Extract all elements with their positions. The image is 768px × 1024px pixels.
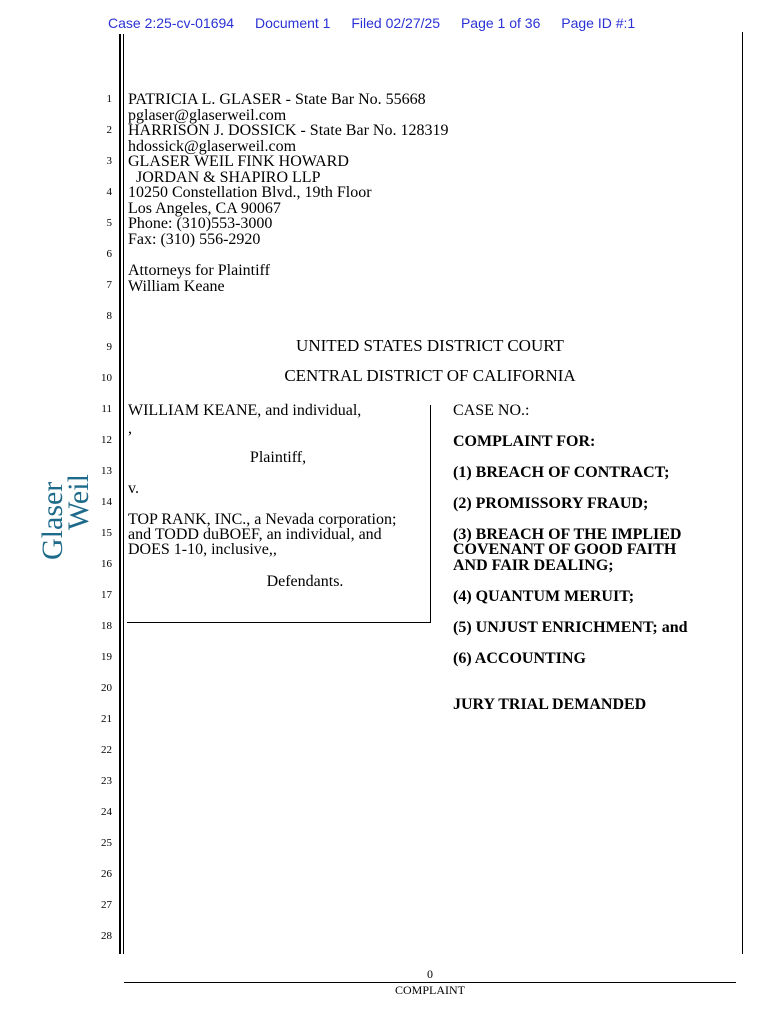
claim-2: (2) PROMISSORY FRAUD; xyxy=(453,495,649,512)
logo-weil: Weil xyxy=(62,474,95,530)
attorney-line: Phone: (310)553-3000 xyxy=(128,215,273,232)
line-number: 10 xyxy=(101,372,112,384)
case-no-label: CASE NO.: xyxy=(453,402,530,419)
claim-3-line: AND FAIR DEALING; xyxy=(453,557,614,574)
page-id: Page ID #:1 xyxy=(561,15,636,31)
claim-3-line: (3) BREACH OF THE IMPLIED xyxy=(453,526,682,543)
line-number: 13 xyxy=(101,465,112,477)
attorney-line: hdossick@glaserweil.com xyxy=(128,138,297,155)
line-number: 21 xyxy=(101,713,112,725)
caption-comma: , xyxy=(128,420,132,437)
right-margin-rule xyxy=(742,32,743,954)
line-number: 2 xyxy=(106,124,112,136)
filed-date: Filed 02/27/25 xyxy=(351,15,441,31)
plaintiff-label: Plaintiff, xyxy=(249,449,307,466)
attorney-line: PATRICIA L. GLASER - State Bar No. 55668 xyxy=(128,91,426,108)
left-margin-rule-outer xyxy=(119,34,121,954)
jury-demand: JURY TRIAL DEMANDED xyxy=(453,696,647,713)
line-number: 4 xyxy=(106,186,112,198)
line-number: 8 xyxy=(106,310,112,322)
document-number: Document 1 xyxy=(254,15,331,31)
line-number: 24 xyxy=(101,806,112,818)
left-margin-rule-inner xyxy=(123,34,124,954)
court-district: CENTRAL DISTRICT OF CALIFORNIA xyxy=(284,366,576,385)
line-number: 5 xyxy=(106,217,112,229)
line-number: 7 xyxy=(106,279,112,291)
line-number: 3 xyxy=(106,155,112,167)
line-number: 25 xyxy=(101,837,112,849)
line-number: 14 xyxy=(101,496,112,508)
defendant-line: and TODD duBOEF, an individual, and xyxy=(128,526,382,543)
attorney-line: 10250 Constellation Blvd., 19th Floor xyxy=(128,184,372,201)
line-number: 16 xyxy=(101,558,112,570)
claim-4: (4) QUANTUM MERUIT; xyxy=(453,588,635,605)
footer-title: COMPLAINT xyxy=(394,983,465,997)
line-number: 27 xyxy=(101,899,112,911)
claim-3-line: COVENANT OF GOOD FAITH xyxy=(453,541,677,558)
line-number: 17 xyxy=(101,589,112,601)
line-number: 20 xyxy=(101,682,112,694)
line-number: 26 xyxy=(101,868,112,880)
line-number: 12 xyxy=(101,434,112,446)
line-number: 6 xyxy=(106,248,112,260)
page-count: Page 1 of 36 xyxy=(460,15,541,31)
claim-1: (1) BREACH OF CONTRACT; xyxy=(453,464,670,481)
defendant-line: DOES 1-10, inclusive,, xyxy=(128,541,277,558)
attorney-line: Fax: (310) 556-2920 xyxy=(128,231,261,248)
client-name: William Keane xyxy=(128,278,225,295)
attorneys-for-label: Attorneys for Plaintiff xyxy=(128,262,270,279)
attorney-line: pglaser@glaserweil.com xyxy=(128,107,287,124)
attorney-line: JORDAN & SHAPIRO LLP xyxy=(128,169,321,186)
claim-5: (5) UNJUST ENRICHMENT; and xyxy=(453,619,688,636)
case-number: Case 2:25-cv-01694 xyxy=(108,15,235,31)
line-number: 28 xyxy=(101,930,112,942)
caption-divider xyxy=(430,405,431,622)
line-number: 18 xyxy=(101,620,112,632)
court-name: UNITED STATES DISTRICT COURT xyxy=(296,336,564,355)
defendant-line: TOP RANK, INC., a Nevada corporation; xyxy=(128,511,397,528)
attorney-line: GLASER WEIL FINK HOWARD xyxy=(128,153,349,170)
plaintiff-name: WILLIAM KEANE, and individual, xyxy=(128,402,362,419)
line-number: 19 xyxy=(101,651,112,663)
claim-6: (6) ACCOUNTING xyxy=(453,650,586,667)
complaint-for-heading: COMPLAINT FOR: xyxy=(453,433,596,450)
attorney-line: HARRISON J. DOSSICK - State Bar No. 128319 xyxy=(128,122,449,139)
versus: v. xyxy=(128,480,139,497)
attorney-line: Los Angeles, CA 90067 xyxy=(128,200,281,217)
line-number: 22 xyxy=(101,744,112,756)
glaser-weil-logo xyxy=(36,474,95,560)
line-number: 11 xyxy=(101,403,112,415)
line-number: 9 xyxy=(106,341,112,353)
case-header xyxy=(108,15,652,31)
logo-glaser: Glaser xyxy=(36,481,69,560)
line-number: 23 xyxy=(101,775,112,787)
defendants-label: Defendants. xyxy=(266,573,344,590)
caption-bottom-rule xyxy=(127,622,431,623)
line-number: 1 xyxy=(106,93,112,105)
line-number: 15 xyxy=(101,527,112,539)
footer-page-number: 0 xyxy=(427,967,433,981)
